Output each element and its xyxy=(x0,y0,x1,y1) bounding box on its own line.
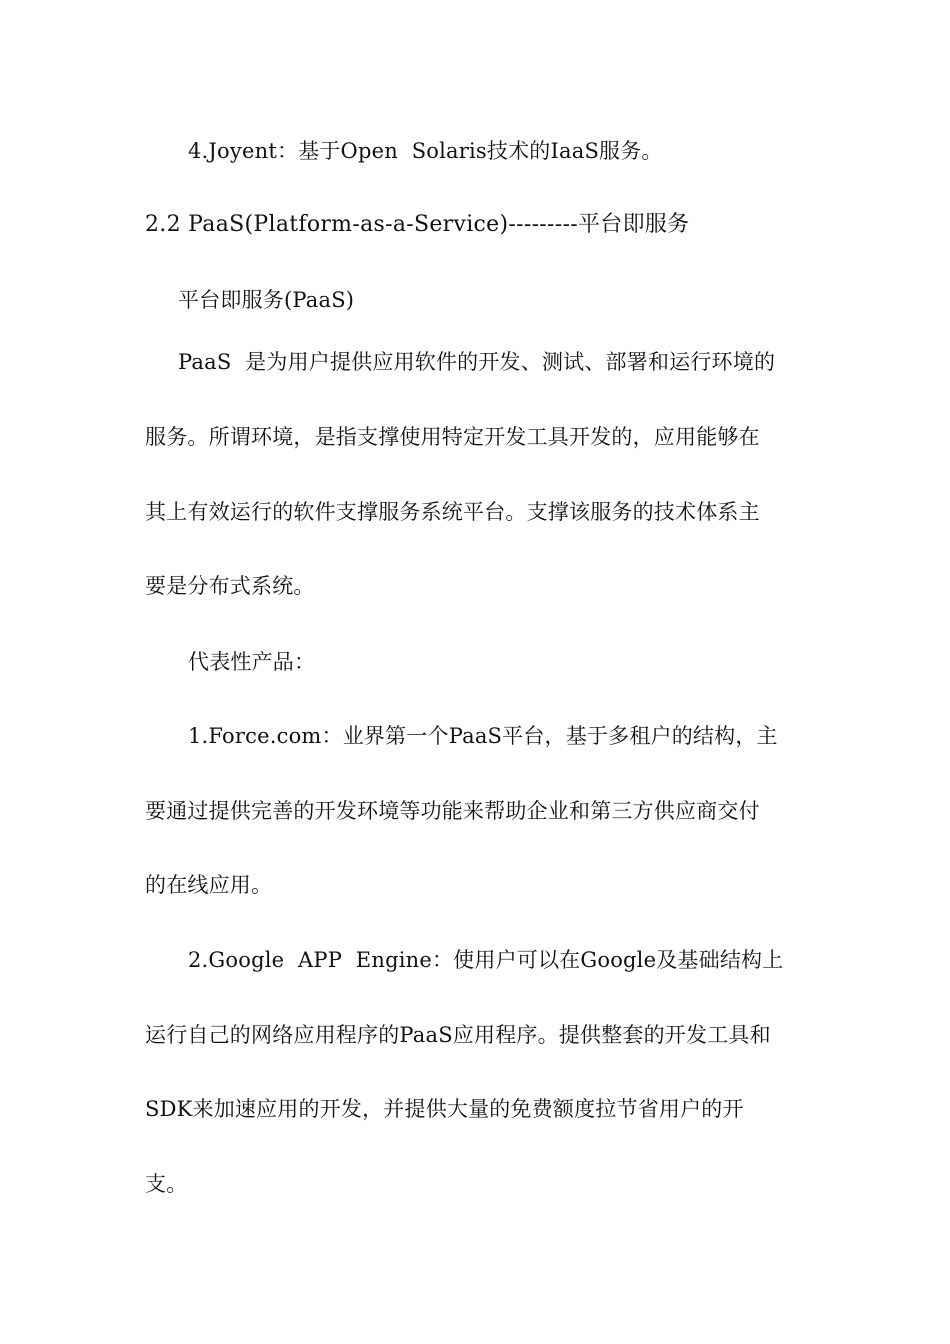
subheading-paas: 平台即服务(PaaS) xyxy=(178,288,355,312)
paragraph-paas-line-3: 其上有效运行的软件支撑服务系统平台。支撑该服务的技术体系主 xyxy=(145,500,760,524)
list-item-google-line-3: SDK来加速应用的开发，并提供大量的免费额度拉节省用户的开 xyxy=(145,1097,744,1121)
paragraph-paas-line-4: 要是分布式系统。 xyxy=(145,574,315,598)
list-item-joyent: 4.Joyent：基于Open Solaris技术的IaaS服务。 xyxy=(188,139,663,163)
list-item-force-line-2: 要通过提供完善的开发环境等功能来帮助企业和第三方供应商交付 xyxy=(145,799,760,823)
list-item-google-line-1: 2.Google APP Engine：使用户可以在Google及基础结构上 xyxy=(188,948,784,972)
list-item-force-line-1: 1.Force.com：业界第一个PaaS平台，基于多租户的结构，主 xyxy=(188,724,778,748)
products-label: 代表性产品： xyxy=(188,650,316,674)
list-item-google-line-4: 支。 xyxy=(145,1172,188,1196)
section-heading-paas: 2.2 PaaS(Platform-as-a-Service)---------平台即服务 xyxy=(145,212,690,237)
paragraph-paas-line-2: 服务。所谓环境，是指支撑使用特定开发工具开发的，应用能够在 xyxy=(145,425,760,449)
list-item-force-line-3: 的在线应用。 xyxy=(145,873,273,897)
paragraph-paas-line-1: PaaS 是为用户提供应用软件的开发、测试、部署和运行环境的 xyxy=(178,350,776,374)
list-item-google-line-2: 运行自己的网络应用程序的PaaS应用程序。提供整套的开发工具和 xyxy=(145,1023,771,1047)
